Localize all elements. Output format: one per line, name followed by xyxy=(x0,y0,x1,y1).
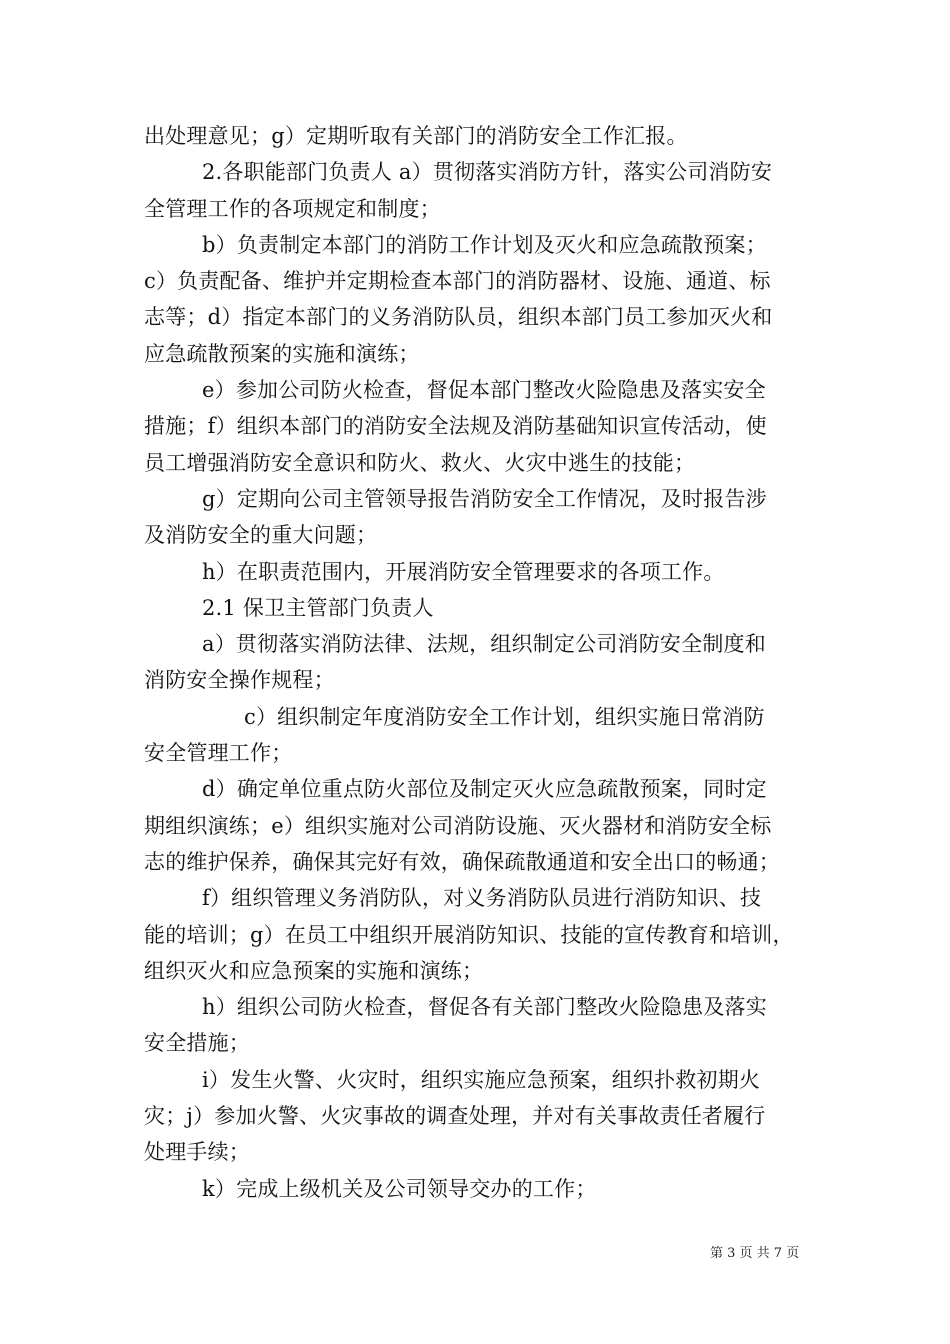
text-line: e）参加公司防火检查，督促本部门整改火险隐患及落实安全 xyxy=(202,378,766,403)
text-line: 灾；j）参加火警、火灾事故的调查处理，并对有关事故责任者履行 xyxy=(144,1104,766,1129)
text-line: 应急疏散预案的实施和演练； xyxy=(144,341,420,366)
text-line: 组织灭火和应急预案的实施和演练； xyxy=(144,958,484,983)
text-line: a）贯彻落实消防法律、法规，组织制定公司消防安全制度和 xyxy=(202,632,766,657)
page-number-footer: 第 3 页 共 7 页 xyxy=(710,1246,800,1261)
text-line: 安全措施； xyxy=(144,1031,250,1056)
text-line: 2.各职能部门负责人 a）贯彻落实消防方针，落实公司消防安 xyxy=(202,160,773,185)
text-line: g）定期向公司主管领导报告消防安全工作情况，及时报告涉 xyxy=(202,486,767,511)
text-line: 员工增强消防安全意识和防火、救火、火灾中逃生的技能； xyxy=(144,450,696,475)
text-line: c）组织制定年度消防安全工作计划，组织实施日常消防 xyxy=(244,704,765,729)
text-line: f）组织管理义务消防队，对义务消防队员进行消防知识、技 xyxy=(202,886,762,911)
text-line: 全管理工作的各项规定和制度； xyxy=(144,196,441,221)
document-body xyxy=(144,118,820,1207)
text-line: 措施；f）组织本部门的消防安全法规及消防基础知识宣传活动，使 xyxy=(144,414,767,439)
text-line: k）完成上级机关及公司领导交办的工作； xyxy=(202,1176,597,1201)
text-line: 志的维护保养，确保其完好有效，确保疏散通道和安全出口的畅通； xyxy=(144,849,780,874)
text-line: 出处理意见；g）定期听取有关部门的消防安全工作汇报。 xyxy=(144,124,688,148)
text-line: d）确定单位重点防火部位及制定灭火应急疏散预案，同时定 xyxy=(202,777,767,802)
text-line: c）负责配备、维护并定期检查本部门的消防器材、设施、通道、标 xyxy=(144,269,771,294)
text-line: 消防安全操作规程； xyxy=(144,668,335,693)
text-line: 志等；d）指定本部门的义务消防队员，组织本部门员工参加灭火和 xyxy=(144,305,773,330)
text-line: i）发生火警、火灾时，组织实施应急预案，组织扑救初期火 xyxy=(202,1067,761,1092)
text-line: h）组织公司防火检查，督促各有关部门整改火险隐患及落实 xyxy=(202,995,767,1020)
text-line: 及消防安全的重大问题； xyxy=(144,523,378,548)
text-line: 安全管理工作； xyxy=(144,741,293,766)
section-heading: 2.1 保卫主管部门负责人 xyxy=(202,595,434,620)
text-line: 能的培训；g）在员工中组织开展消防知识、技能的宣传教育和培训， xyxy=(144,922,794,947)
text-line: 处理手续； xyxy=(144,1140,250,1165)
text-line: b）负责制定本部门的消防工作计划及灭火和应急疏散预案； xyxy=(202,232,767,257)
text-line: 期组织演练；e）组织实施对公司消防设施、灭火器材和消防安全标 xyxy=(144,813,772,838)
text-line: h）在职责范围内，开展消防安全管理要求的各项工作。 xyxy=(202,559,725,584)
